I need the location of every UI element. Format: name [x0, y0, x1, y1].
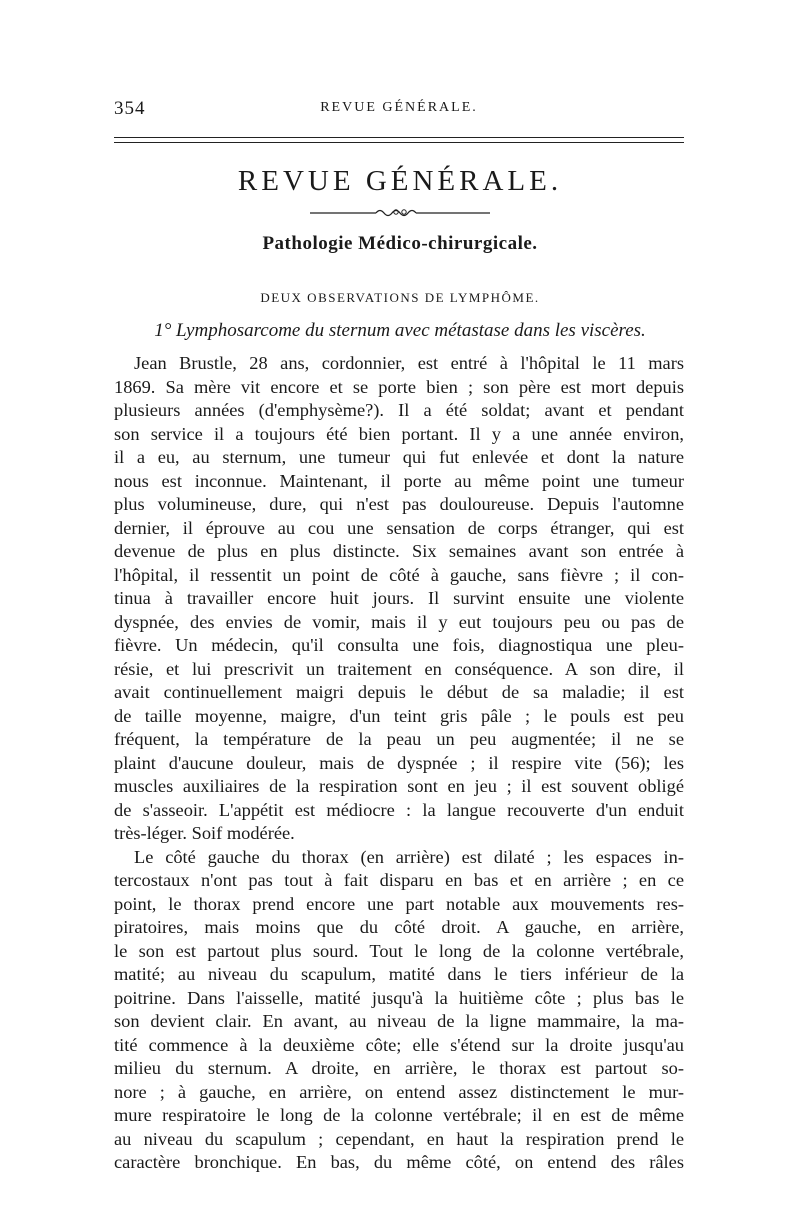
text-line: au niveau du scapulum ; cependant, en haut la respiration prend le	[114, 1128, 684, 1149]
page-number: 354	[114, 98, 146, 119]
body-text	[114, 352, 684, 1175]
text-line: mure respiratoire le long de la colonne vertébrale; il en est de même	[114, 1105, 684, 1125]
text-line: fièvre. Un médecin, qu'il consulta une fois, diagnostiqua une pleu-	[114, 635, 684, 655]
text-line: caractère bronchique. En bas, du même côté, on entend des râles	[114, 1152, 684, 1172]
text-line: résie, et lui prescrivit un traitement en conséquence. A son dire, il	[114, 658, 684, 679]
text-line: le son est partout plus sourd. Tout le long de la colonne vertébrale,	[114, 940, 684, 961]
text-line: plusieurs années (d'emphysème?). Il a été soldat; avant et pendant	[114, 400, 684, 420]
text-line: nore ; à gauche, en arrière, on entend assez distinctement le mur-	[114, 1081, 684, 1102]
running-title: REVUE GÉNÉRALE.	[320, 100, 478, 115]
text-line: milieu du sternum. A droite, en arrière, le thorax est partout so-	[114, 1058, 684, 1078]
text-line: très-léger. Soif modérée.	[114, 823, 295, 843]
text-line: il a eu, au sternum, une tumeur qui fut enlevée et dont la nature	[114, 447, 684, 467]
text-line: fréquent, la température de la peau un peu augmentée; il ne se	[114, 729, 684, 749]
text-line: son service il a toujours été bien portant. Il y a une année environ,	[114, 423, 684, 444]
text-line: point, le thorax prend encore une part notable aux mouvements res-	[114, 893, 684, 914]
text-line: dyspnée, des envies de vomir, mais il y eut toujours peu ou pas de	[114, 611, 684, 632]
text-line: Jean Brustle, 28 ans, cordonnier, est entré à l'hôpital le 11 mars	[134, 353, 684, 373]
text-line: l'hôpital, il ressentit un point de côté à gauche, sans fièvre ; il con-	[114, 564, 684, 585]
text-line: de s'asseoir. L'appétit est médiocre : la langue recouverte d'un enduit	[114, 799, 684, 820]
text-line: poitrine. Dans l'aisselle, matité jusqu'à la huitième côte ; plus bas le	[114, 987, 684, 1008]
text-line: son devient clair. En avant, au niveau de la ligne mammaire, la ma-	[114, 1011, 684, 1031]
text-line: dernier, il éprouve au cou une sensation de corps étranger, qui est	[114, 517, 684, 538]
text-line: matité; au niveau du scapulum, matité dans le tiers inférieur de la	[114, 964, 684, 984]
text-line: plus volumineuse, dure, qui n'est pas douloureuse. Depuis l'automne	[114, 494, 684, 514]
text-line: plaint d'aucune douleur, mais de dyspnée ; il respire vite (56); les	[114, 752, 684, 773]
text-line: nous est inconnue. Maintenant, il porte au même point une tumeur	[114, 470, 684, 491]
text-line: tinua à travailler encore huit jours. Il survint ensuite une violente	[114, 588, 684, 608]
main-title: REVUE GÉNÉRALE.	[237, 165, 563, 197]
subsection-heading: DEUX OBSERVATIONS DE LYMPHÔME.	[260, 290, 540, 305]
text-line: tité commence à la deuxième côte; elle s'étend sur la droite jusqu'au	[114, 1034, 684, 1055]
case-title: 1° Lymphosarcome du sternum avec métastase dans les viscères.	[154, 320, 646, 341]
ornament-divider-icon	[310, 203, 490, 223]
text-line: piratoires, mais moins que du côté droit. A gauche, en arrière,	[114, 917, 684, 937]
running-head	[114, 98, 684, 122]
text-line: avait continuellement maigri depuis le début de sa maladie; il est	[114, 682, 684, 702]
text-line: devenue de plus en plus distincte. Six semaines avant son entrée à	[114, 541, 684, 561]
section-heading: Pathologie Médico-chirurgicale.	[262, 233, 538, 254]
text-line: Le côté gauche du thorax (en arrière) est dilaté ; les espaces in-	[134, 846, 684, 867]
header-double-rule	[114, 137, 684, 143]
text-line: de taille moyenne, maigre, d'un teint gris pâle ; le pouls est peu	[114, 705, 684, 726]
text-line: 1869. Sa mère vit encore et se porte bien ; son père est mort depuis	[114, 376, 684, 397]
text-line: tercostaux n'ont pas tout à fait disparu en bas et en arrière ; en ce	[114, 870, 684, 890]
text-line: muscles auxiliaires de la respiration sont en jeu ; il est souvent obligé	[114, 776, 684, 796]
